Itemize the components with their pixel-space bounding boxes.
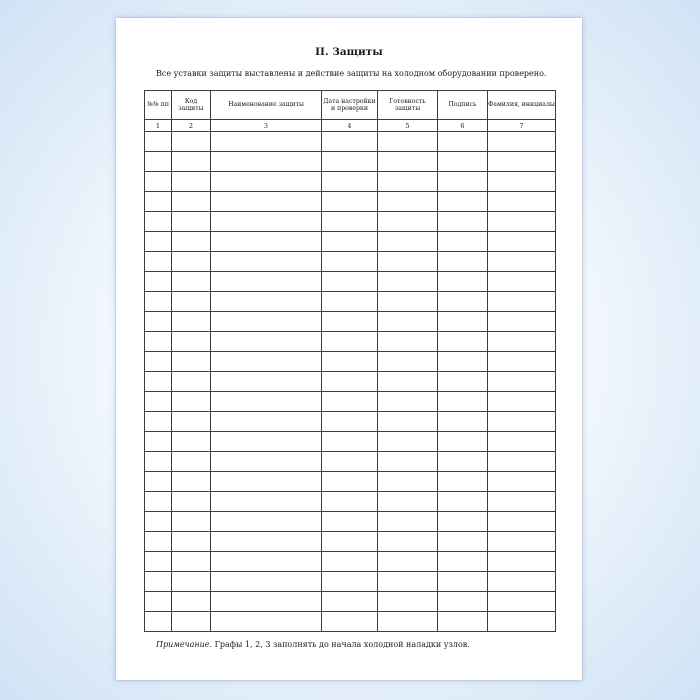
table-row — [145, 252, 556, 272]
table-cell — [172, 572, 211, 592]
table-row — [145, 352, 556, 372]
footnote — [156, 640, 566, 649]
table-cell — [172, 392, 211, 412]
table-cell — [438, 232, 488, 252]
table-row — [145, 552, 556, 572]
table-cell — [211, 512, 322, 532]
table-row — [145, 152, 556, 172]
table-cell — [145, 252, 172, 272]
table-cell — [378, 152, 438, 172]
table-cell — [438, 472, 488, 492]
column-number: 5 — [378, 120, 438, 132]
table-cell — [438, 372, 488, 392]
table-cell — [378, 192, 438, 212]
table-cell — [172, 532, 211, 552]
table-cell — [488, 592, 556, 612]
table-cell — [145, 192, 172, 212]
table-cell — [322, 232, 378, 252]
table-cell — [145, 152, 172, 172]
table-cell — [145, 432, 172, 452]
table-cell — [322, 552, 378, 572]
table-cell — [378, 552, 438, 572]
table-cell — [145, 592, 172, 612]
table-cell — [172, 132, 211, 152]
table-cell — [322, 492, 378, 512]
table-cell — [145, 552, 172, 572]
table-cell — [211, 172, 322, 192]
table-cell — [145, 532, 172, 552]
table-cell — [488, 372, 556, 392]
table-cell — [211, 392, 322, 412]
table-cell — [322, 392, 378, 412]
table-cell — [322, 132, 378, 152]
table-cell — [378, 532, 438, 552]
table-cell — [322, 332, 378, 352]
table-cell — [378, 252, 438, 272]
table-cell — [488, 552, 556, 572]
table-cell — [438, 152, 488, 172]
table-cell — [488, 352, 556, 372]
table-cell — [172, 312, 211, 332]
table-cell — [172, 452, 211, 472]
table-cell — [438, 172, 488, 192]
table-cell — [211, 212, 322, 232]
table-cell — [378, 372, 438, 392]
table-cell — [378, 492, 438, 512]
table-cell — [488, 392, 556, 412]
table-cell — [145, 572, 172, 592]
column-header-signature: Подпись — [438, 91, 488, 120]
table-cell — [438, 272, 488, 292]
table-cell — [438, 452, 488, 472]
table-cell — [438, 352, 488, 372]
table-cell — [145, 232, 172, 252]
table-cell — [172, 612, 211, 632]
table-cell — [322, 252, 378, 272]
footnote-text: Графы 1, 2, 3 заполнять до начала холодной наладки узлов. — [212, 640, 470, 649]
table-row — [145, 292, 556, 312]
table-cell — [322, 312, 378, 332]
table-cell — [145, 412, 172, 432]
table-row — [145, 332, 556, 352]
table-cell — [172, 412, 211, 432]
table-cell — [145, 132, 172, 152]
table-cell — [211, 232, 322, 252]
table-cell — [488, 432, 556, 452]
table-cell — [488, 612, 556, 632]
table-cell — [488, 572, 556, 592]
table-cell — [378, 392, 438, 412]
table-cell — [322, 372, 378, 392]
table-cell — [378, 212, 438, 232]
column-header-surname: Фамилия, инициалы — [488, 91, 556, 120]
table-cell — [488, 172, 556, 192]
column-number: 4 — [322, 120, 378, 132]
table-row — [145, 412, 556, 432]
table-row — [145, 532, 556, 552]
table-cell — [172, 332, 211, 352]
intro-statement: Все уставки защиты выставлены и действие защиты на холодном оборудовании проверено. — [156, 69, 547, 78]
table-cell — [211, 192, 322, 212]
table-cell — [145, 612, 172, 632]
table-cell — [438, 552, 488, 572]
table-cell — [172, 512, 211, 532]
table-row — [145, 312, 556, 332]
table-cell — [172, 472, 211, 492]
table-cell — [145, 472, 172, 492]
table-cell — [438, 412, 488, 432]
column-number: 3 — [211, 120, 322, 132]
table-row — [145, 392, 556, 412]
table-cell — [145, 332, 172, 352]
column-header-readiness: Готовность защиты — [378, 91, 438, 120]
table-cell — [378, 312, 438, 332]
table-cell — [378, 172, 438, 192]
table-cell — [211, 292, 322, 312]
table-row — [145, 492, 556, 512]
table-cell — [378, 472, 438, 492]
column-header-date: Дата настройки и проверки — [322, 91, 378, 120]
table-cell — [172, 492, 211, 512]
table-cell — [438, 212, 488, 232]
table-cell — [488, 312, 556, 332]
table-row — [145, 232, 556, 252]
table-cell — [211, 452, 322, 472]
table-row — [145, 372, 556, 392]
table-cell — [145, 292, 172, 312]
table-cell — [172, 172, 211, 192]
table-cell — [322, 172, 378, 192]
table-cell — [172, 552, 211, 572]
table-cell — [211, 472, 322, 492]
table-cell — [378, 592, 438, 612]
protection-table — [144, 90, 556, 632]
table-cell — [211, 132, 322, 152]
column-header-name: Наименование защиты — [211, 91, 322, 120]
table-cell — [172, 592, 211, 612]
table-header-row — [145, 91, 556, 120]
table-cell — [322, 472, 378, 492]
table-row — [145, 432, 556, 452]
table-row — [145, 452, 556, 472]
table-cell — [145, 372, 172, 392]
table-cell — [172, 152, 211, 172]
table-cell — [211, 252, 322, 272]
table-cell — [488, 532, 556, 552]
table-cell — [145, 452, 172, 472]
table-cell — [211, 312, 322, 332]
table-cell — [438, 532, 488, 552]
table-cell — [488, 452, 556, 472]
table-row — [145, 472, 556, 492]
table-cell — [378, 432, 438, 452]
table-cell — [322, 452, 378, 472]
table-cell — [172, 352, 211, 372]
table-cell — [322, 192, 378, 212]
table-cell — [488, 192, 556, 212]
table-cell — [438, 332, 488, 352]
table-cell — [322, 572, 378, 592]
table-cell — [322, 292, 378, 312]
footnote-label: Примечание. — [156, 640, 213, 649]
table-cell — [211, 372, 322, 392]
table-cell — [488, 332, 556, 352]
table-cell — [211, 152, 322, 172]
table-cell — [211, 592, 322, 612]
table-cell — [378, 572, 438, 592]
table-cell — [322, 412, 378, 432]
table-row — [145, 192, 556, 212]
table-cell — [172, 272, 211, 292]
table-cell — [211, 412, 322, 432]
table-cell — [211, 432, 322, 452]
column-number: 7 — [488, 120, 556, 132]
document-page — [116, 18, 582, 680]
table-cell — [438, 592, 488, 612]
column-number: 6 — [438, 120, 488, 132]
table-cell — [322, 352, 378, 372]
table-cell — [488, 252, 556, 272]
table-cell — [488, 152, 556, 172]
table-cell — [211, 272, 322, 292]
table-cell — [322, 512, 378, 532]
table-cell — [211, 572, 322, 592]
table-cell — [438, 252, 488, 272]
table-cell — [145, 352, 172, 372]
table-cell — [211, 612, 322, 632]
table-cell — [322, 212, 378, 232]
table-cell — [438, 132, 488, 152]
table-cell — [438, 572, 488, 592]
table-cell — [322, 612, 378, 632]
table-cell — [488, 512, 556, 532]
table-cell — [211, 352, 322, 372]
table-cell — [488, 132, 556, 152]
table-cell — [378, 232, 438, 252]
column-number-row — [145, 120, 556, 132]
column-header-code: Код защиты — [172, 91, 211, 120]
table-row — [145, 592, 556, 612]
table-row — [145, 512, 556, 532]
table-cell — [438, 492, 488, 512]
table-cell — [438, 392, 488, 412]
table-cell — [488, 232, 556, 252]
table-cell — [145, 312, 172, 332]
table-cell — [211, 492, 322, 512]
table-cell — [378, 612, 438, 632]
table-cell — [378, 352, 438, 372]
table-cell — [378, 412, 438, 432]
table-cell — [172, 252, 211, 272]
table-cell — [378, 512, 438, 532]
table-cell — [172, 372, 211, 392]
table-cell — [145, 392, 172, 412]
table-cell — [145, 272, 172, 292]
table-cell — [438, 612, 488, 632]
table-cell — [438, 292, 488, 312]
table-cell — [378, 332, 438, 352]
table-cell — [211, 332, 322, 352]
table-cell — [488, 472, 556, 492]
table-cell — [378, 452, 438, 472]
table-row — [145, 612, 556, 632]
table-cell — [172, 232, 211, 252]
table-cell — [145, 172, 172, 192]
column-number: 2 — [172, 120, 211, 132]
table-cell — [172, 192, 211, 212]
table-cell — [378, 272, 438, 292]
table-cell — [378, 132, 438, 152]
table-cell — [438, 512, 488, 532]
table-cell — [322, 272, 378, 292]
table-cell — [145, 512, 172, 532]
section-title: II. Защиты — [315, 46, 383, 58]
table-cell — [488, 272, 556, 292]
table-cell — [438, 432, 488, 452]
table-cell — [322, 152, 378, 172]
table-cell — [145, 492, 172, 512]
table-row — [145, 572, 556, 592]
table-row — [145, 132, 556, 152]
table-cell — [488, 292, 556, 312]
table-cell — [378, 292, 438, 312]
table-cell — [172, 212, 211, 232]
table-row — [145, 212, 556, 232]
table-cell — [322, 432, 378, 452]
column-header-number: №№ пп — [145, 91, 172, 120]
table-cell — [172, 432, 211, 452]
table-cell — [211, 552, 322, 572]
table-cell — [438, 192, 488, 212]
table-cell — [438, 312, 488, 332]
table-cell — [211, 532, 322, 552]
table-cell — [322, 532, 378, 552]
table-row — [145, 272, 556, 292]
table-cell — [145, 212, 172, 232]
table-cell — [488, 212, 556, 232]
column-number: 1 — [145, 120, 172, 132]
table-row — [145, 172, 556, 192]
table-cell — [322, 592, 378, 612]
table-cell — [488, 412, 556, 432]
table-cell — [488, 492, 556, 512]
table-cell — [172, 292, 211, 312]
